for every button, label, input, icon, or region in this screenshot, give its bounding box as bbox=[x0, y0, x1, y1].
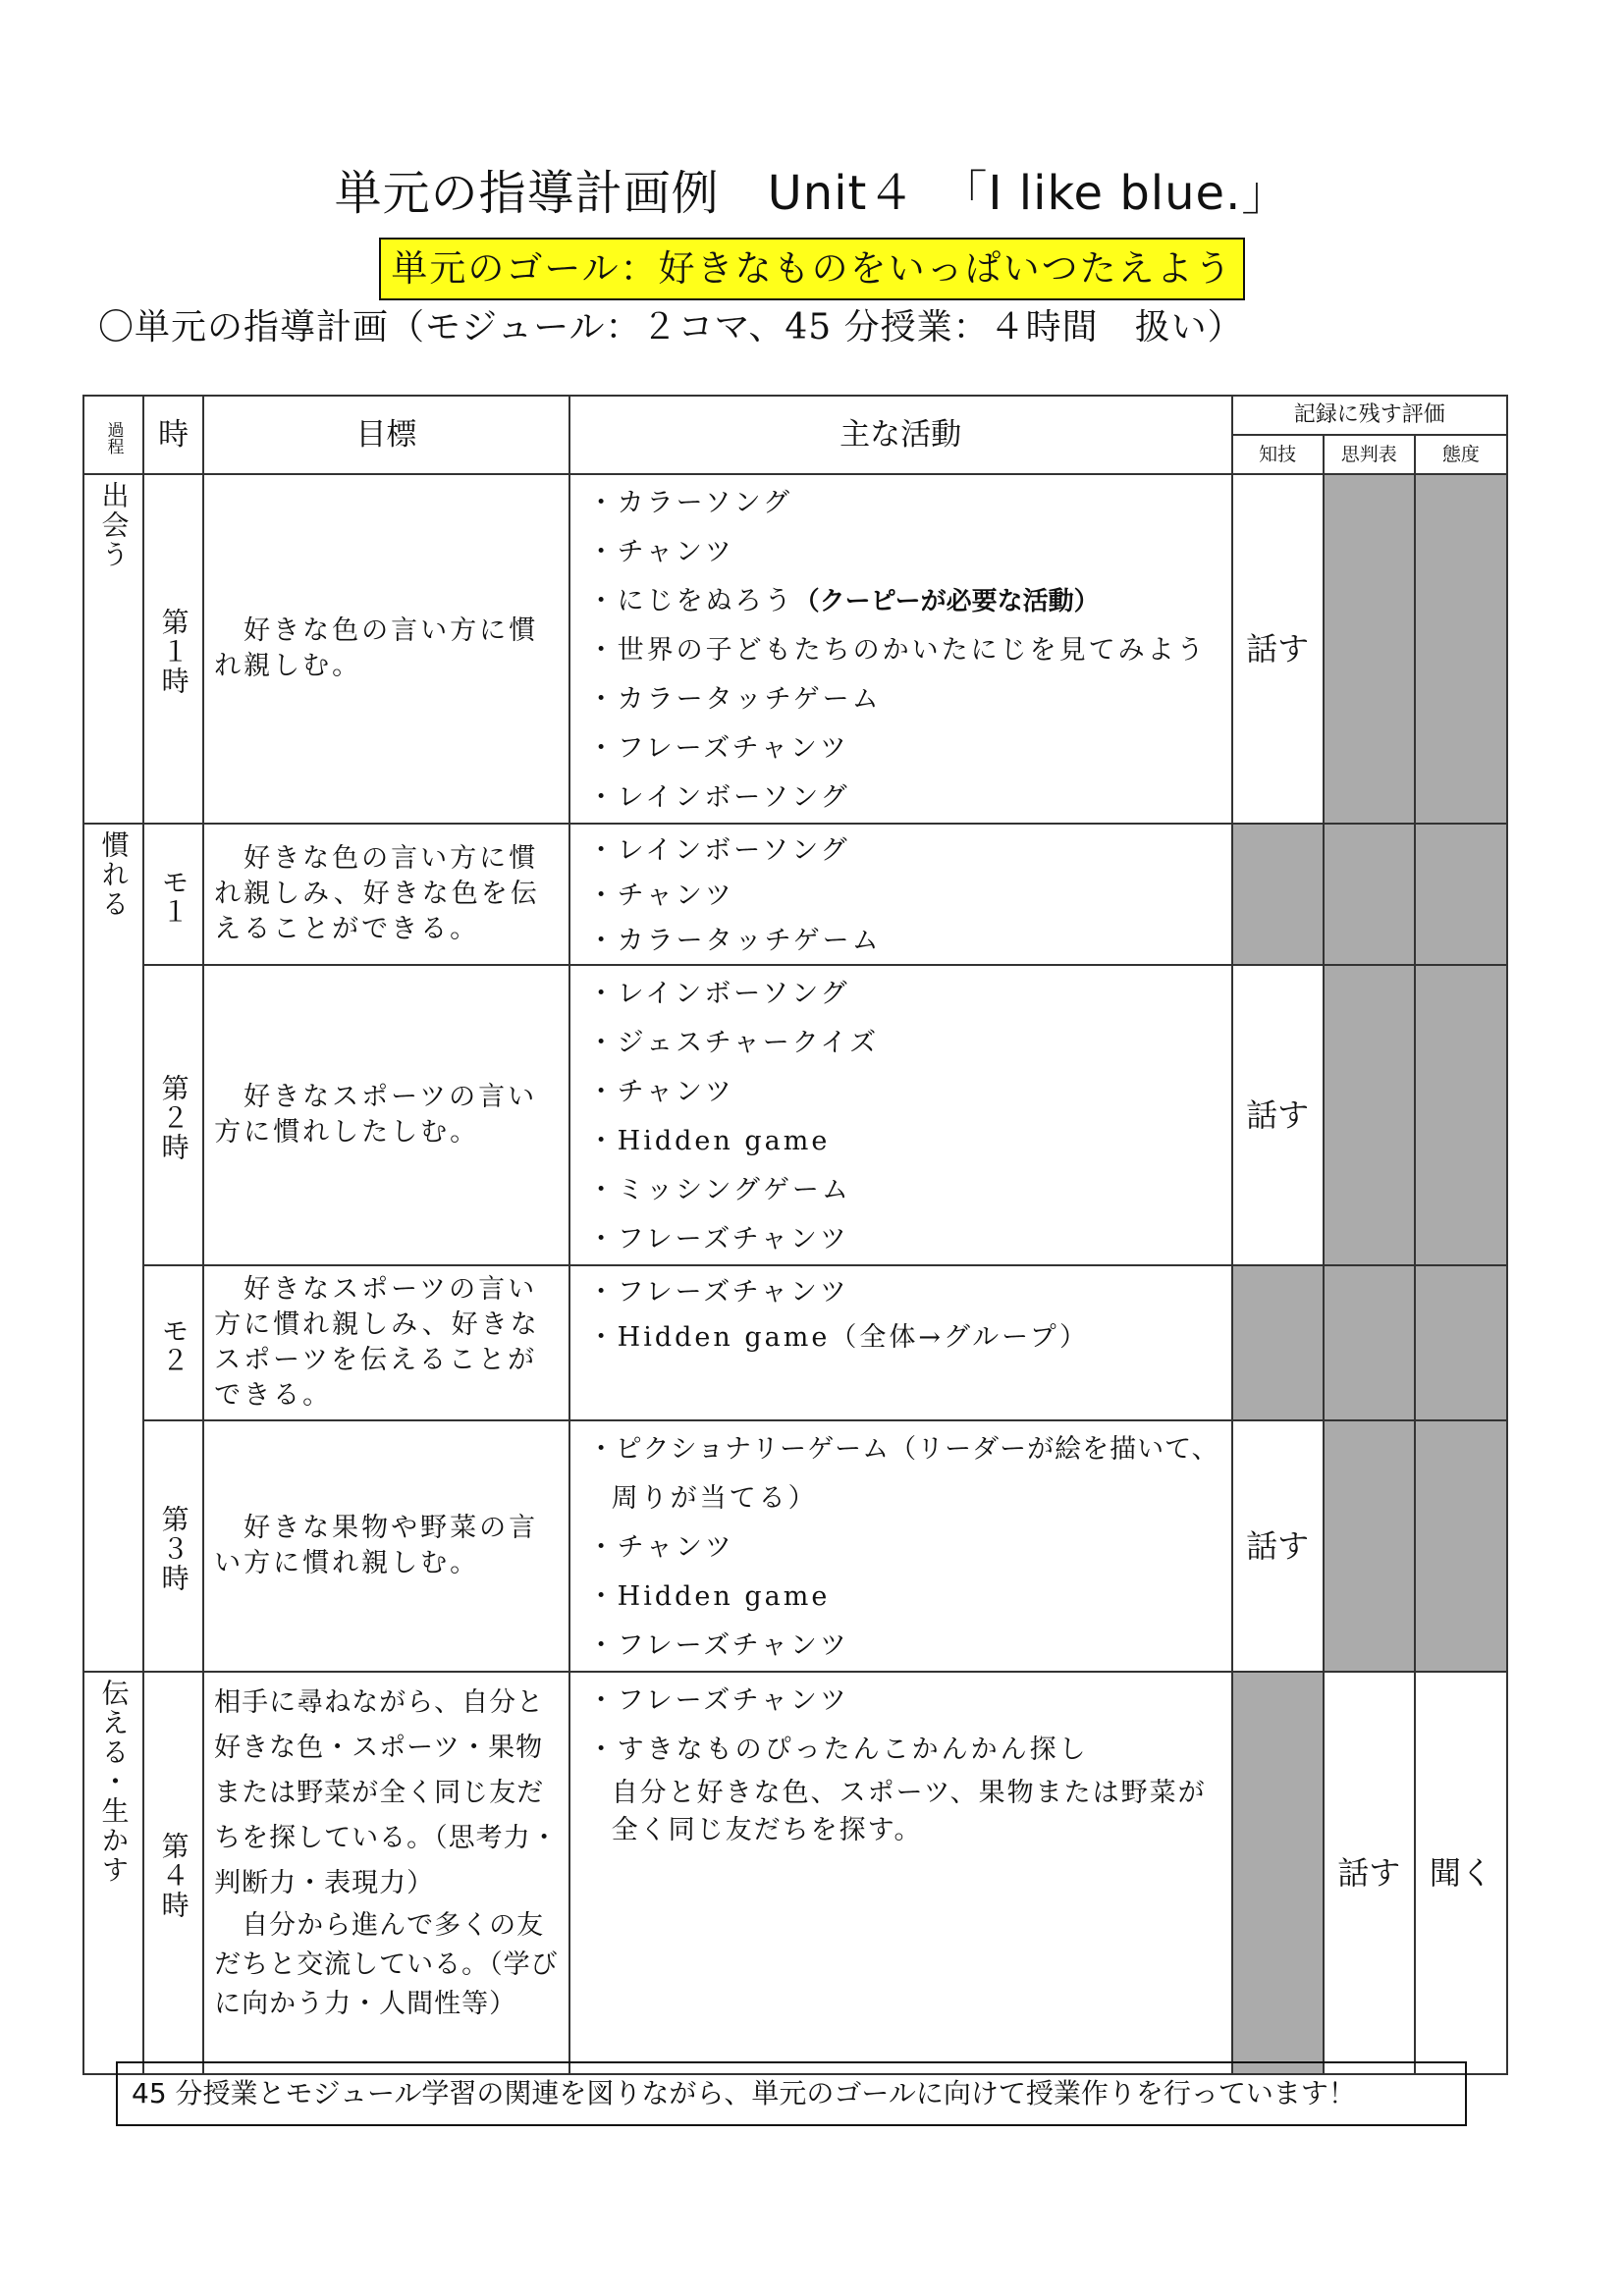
list-item: ・にじをぬろう（クーピーが必要な活動） bbox=[587, 586, 1100, 616]
list-item: ・フレーズチャンツ bbox=[587, 1277, 849, 1308]
unit-goal: 単元のゴール：好きなものをいっぱいつたえよう bbox=[379, 238, 1244, 300]
page-title: 単元の指導計画例 Unit４ 「I like blue.」 bbox=[334, 166, 1290, 221]
objective-cell: 好きな果物や野菜の言い方に慣れ親しむ。 bbox=[203, 1420, 569, 1672]
eval-empty bbox=[1324, 1420, 1415, 1672]
session-label: 第２時 bbox=[157, 1074, 190, 1162]
list-item: ・Hidden game bbox=[587, 1581, 831, 1612]
stage-label: 伝える・生かす bbox=[97, 1679, 131, 1885]
objective-cell: 好きな色の言い方に慣れ親しみ、好きな色を伝えることができる。 bbox=[203, 824, 569, 965]
eval-empty bbox=[1415, 824, 1507, 965]
objective-cell: 好きなスポーツの言い方に慣れしたしむ。 bbox=[203, 965, 569, 1265]
list-item: ・チャンツ bbox=[587, 1532, 734, 1563]
list-item: ・世界の子どもたちのかいたにじを見てみよう bbox=[587, 635, 1207, 666]
list-item: 自分と好きな色、スポーツ、果物または野菜が全く同じ友だちを探す。 bbox=[611, 1778, 1207, 1845]
eval-empty bbox=[1415, 1265, 1507, 1420]
table-row bbox=[83, 1420, 1507, 1672]
eval-empty bbox=[1232, 1672, 1324, 2074]
eval-empty bbox=[1324, 1265, 1415, 1420]
objective-cell bbox=[203, 1672, 569, 2074]
list-item: ・カラータッチゲーム bbox=[587, 684, 882, 715]
list-item: ・チャンツ bbox=[587, 1077, 734, 1107]
eval-empty bbox=[1232, 824, 1324, 965]
session-label: モ２ bbox=[157, 1316, 190, 1375]
list-item: ・カラータッチゲーム bbox=[587, 926, 882, 956]
table-row bbox=[83, 824, 1507, 965]
eval-attitude: 聞く bbox=[1415, 1672, 1507, 2074]
eval-empty bbox=[1415, 474, 1507, 824]
activity-note: （クーピーが必要な活動） bbox=[793, 587, 1100, 616]
table-row bbox=[83, 474, 1507, 824]
list-item: ・Hidden game bbox=[587, 1126, 831, 1156]
header-activities: 主な活動 bbox=[569, 396, 1232, 474]
stage-label: 出会う bbox=[97, 481, 131, 569]
activities-cell bbox=[569, 965, 1232, 1265]
list-item: ・ジェスチャークイズ bbox=[587, 1028, 880, 1058]
lesson-plan-table bbox=[82, 395, 1508, 2075]
plan-subtitle: 〇単元の指導計画（モジュール：２コマ、45 分授業：４時間 扱い） bbox=[98, 307, 1244, 347]
activities-cell bbox=[569, 1265, 1232, 1420]
objective-text: 自分から進んで多くの友だちと交流している。（学びに向かう力・人間性等） bbox=[214, 1910, 559, 2019]
eval-knowledge: 話す bbox=[1232, 474, 1324, 824]
activities-cell bbox=[569, 824, 1232, 965]
eval-empty bbox=[1324, 965, 1415, 1265]
list-item: ・フレーズチャンツ bbox=[587, 733, 849, 764]
list-item: ・ピクショナリーゲーム（リーダーが絵を描いて、 bbox=[587, 1434, 1219, 1465]
objective-cell: 好きなスポーツの言い方に慣れ親しみ、好きなスポーツを伝えることができる。 bbox=[203, 1265, 569, 1420]
header-session: 時 bbox=[143, 396, 203, 474]
header-eval-thinking: 思判表 bbox=[1324, 435, 1415, 474]
header-eval-attitude: 態度 bbox=[1415, 435, 1507, 474]
objective-text: 相手に尋ねながら、自分と好きな色・スポーツ・果物または野菜が全く同じ友だちを探している。（思考力・判断力・表現力） bbox=[214, 1687, 559, 1898]
table-row bbox=[83, 965, 1507, 1265]
activities-cell bbox=[569, 474, 1232, 824]
eval-empty bbox=[1232, 1265, 1324, 1420]
list-item: ・すきなものぴったんこかんかん探し bbox=[587, 1735, 1089, 1765]
header-process: 過程 bbox=[103, 421, 124, 454]
objective-cell: 好きな色の言い方に慣れ親しむ。 bbox=[203, 474, 569, 824]
list-item: ・レインボーソング bbox=[587, 835, 850, 866]
list-item: ・Hidden game（全体→グループ） bbox=[587, 1322, 1090, 1353]
list-item: ・フレーズチャンツ bbox=[587, 1685, 849, 1716]
eval-empty bbox=[1324, 824, 1415, 965]
eval-knowledge: 話す bbox=[1232, 965, 1324, 1265]
eval-empty bbox=[1324, 474, 1415, 824]
activities-cell bbox=[569, 1672, 1232, 2074]
eval-empty bbox=[1415, 965, 1507, 1265]
eval-thinking: 話す bbox=[1324, 1672, 1415, 2074]
session-label: モ１ bbox=[157, 868, 190, 927]
list-item: ・フレーズチャンツ bbox=[587, 1224, 849, 1255]
list-item: 周りが当てる） bbox=[611, 1483, 818, 1514]
activities-cell bbox=[569, 1420, 1232, 1672]
list-item: ・チャンツ bbox=[587, 537, 734, 567]
eval-knowledge: 話す bbox=[1232, 1420, 1324, 1672]
list-item: ・レインボーソング bbox=[587, 782, 850, 813]
footer-note: 45 分授業とモジュール学習の関連を図りながら、単元のゴールに向けて授業作りを行っています！ bbox=[116, 2061, 1467, 2126]
stage-label: 慣れる bbox=[97, 830, 131, 919]
table-row bbox=[83, 1265, 1507, 1420]
header-objective: 目標 bbox=[203, 396, 569, 474]
table-row bbox=[83, 1672, 1507, 2074]
header-evaluation: 記録に残す評価 bbox=[1232, 396, 1507, 435]
session-label: 第４時 bbox=[157, 1832, 190, 1920]
session-label: 第３時 bbox=[157, 1505, 190, 1593]
list-item: ・フレーズチャンツ bbox=[587, 1630, 849, 1661]
session-label: 第１時 bbox=[157, 608, 190, 696]
list-item: ・カラーソング bbox=[587, 488, 793, 518]
eval-empty bbox=[1415, 1420, 1507, 1672]
list-item: ・ミッシングゲーム bbox=[587, 1175, 851, 1205]
list-item: ・チャンツ bbox=[587, 881, 734, 911]
header-eval-knowledge: 知技 bbox=[1232, 435, 1324, 474]
list-item: ・レインボーソング bbox=[587, 979, 850, 1009]
